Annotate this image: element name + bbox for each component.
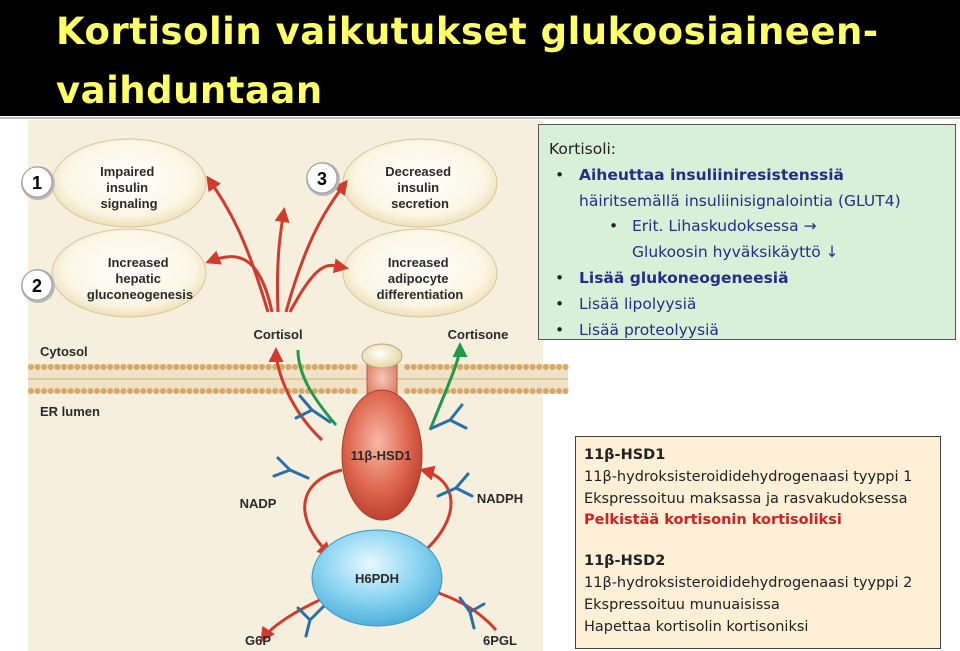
label-cytosol: Cytosol [40, 344, 88, 359]
svg-text:3: 3 [316, 169, 328, 189]
membrane-lipid-head [510, 388, 516, 394]
membrane-lipid-head [279, 388, 285, 394]
hsd2-title: 11β-HSD2 [584, 553, 666, 570]
membrane-lipid-head [127, 364, 133, 370]
membrane-lipid-head [497, 388, 503, 394]
label-g6p: G6P [244, 633, 272, 648]
membrane-lipid-head [233, 388, 239, 394]
membrane-lipid-head [431, 388, 437, 394]
title-separator [0, 117, 960, 119]
ellipse-decreased-insulin-secretion [343, 139, 497, 227]
hsd2-expression: Ekspressoituu munuaisissa [584, 596, 780, 613]
membrane-lipid-head [338, 388, 344, 394]
membrane-lipid-head [318, 388, 324, 394]
hsd1-expression: Ekspressoituu maksassa ja rasvakudoksessa [584, 490, 908, 507]
svg-text:Decreased insulin: Decreased insulin secretion [385, 164, 452, 211]
membrane-lipid-head [530, 388, 536, 394]
membrane-lipid-head [147, 388, 153, 394]
membrane-lipid-head [411, 388, 417, 394]
membrane-lipid-head [424, 364, 430, 370]
membrane-lipid-head [556, 388, 562, 394]
membrane-lipid-head [180, 364, 186, 370]
membrane-lipid-head [450, 388, 456, 394]
membrane-lipid-head [464, 388, 470, 394]
membrane-lipid-head [61, 364, 67, 370]
label-nadph: NADPH [476, 491, 524, 506]
membrane-lipid-head [424, 388, 430, 394]
membrane-lipid-head [153, 388, 159, 394]
membrane-lipid-head [107, 388, 113, 394]
membrane-lipid-head [332, 364, 338, 370]
membrane-lipid-head [81, 364, 87, 370]
membrane-lipid-head [457, 388, 463, 394]
list-item-continuation: häiritsemällä insuliinisignalointia (GLUT4) [579, 191, 901, 210]
membrane-lipid-head [28, 388, 34, 394]
membrane-lipid-head [219, 388, 225, 394]
cortisol-heading: Kortisoli: [549, 140, 617, 158]
hsd2-full-name: 11β-hydroksisteroididehydrogenaasi tyyppi 2 [584, 574, 913, 591]
membrane-lipid-head [444, 364, 450, 370]
membrane-lipid-head [417, 364, 423, 370]
membrane-lipid-head [252, 364, 258, 370]
membrane-lipid-head [345, 388, 351, 394]
membrane-lipid-head [549, 364, 555, 370]
membrane-lipid-head [120, 388, 126, 394]
membrane-lipid-head [87, 364, 93, 370]
membrane-lipid-head [332, 388, 338, 394]
membrane-lipid-head [74, 388, 80, 394]
membrane-lipid-head [233, 364, 239, 370]
membrane-lipid-head [292, 364, 298, 370]
membrane-lipid-head [48, 388, 54, 394]
title-bar [0, 0, 960, 116]
membrane-lipid-head [483, 388, 489, 394]
membrane-lipid-head [213, 364, 219, 370]
svg-text:2: 2 [31, 276, 43, 296]
membrane-lipid-head [94, 364, 100, 370]
membrane-lipid-head [153, 364, 159, 370]
h6pdh-enzyme [312, 530, 442, 626]
membrane-lipid-head [490, 364, 496, 370]
badge-1 [21, 166, 55, 200]
membrane-lipid-head [140, 364, 146, 370]
membrane-lipid-head [134, 388, 140, 394]
membrane-lipid-head [160, 364, 166, 370]
membrane-lipid-head [200, 388, 206, 394]
membrane-lipid-head [246, 364, 252, 370]
membrane-lipid-head [510, 364, 516, 370]
svg-text:Impaired insulin s: Impaired insulin signaling [100, 164, 158, 211]
membrane-lipid-head [200, 364, 206, 370]
hsd-info-box [575, 436, 941, 649]
membrane-lipid-head [160, 388, 166, 394]
membrane-lipid-head [114, 388, 120, 394]
membrane-lipid-head [345, 364, 351, 370]
membrane-lipid-head [219, 364, 225, 370]
membrane-lipid-head [28, 364, 34, 370]
membrane-lipid-head [41, 364, 47, 370]
membrane-lipid-head [173, 388, 179, 394]
membrane-lipid-head [292, 388, 298, 394]
membrane-lipid-head [259, 388, 265, 394]
membrane-lipid-head [543, 388, 549, 394]
bullet-icon: • [555, 165, 565, 184]
membrane-lipid-head [404, 388, 410, 394]
sub-list-item: • Erit. Lihaskudoksessa → [549, 214, 947, 240]
membrane-lipid-head [74, 364, 80, 370]
membrane-lipid-head [325, 364, 331, 370]
membrane-lipid-head [490, 388, 496, 394]
label-cortisol: Cortisol [253, 327, 303, 342]
svg-text:11β-HSD1: 11β-HSD1 [350, 448, 412, 463]
membrane-lipid-head [563, 364, 569, 370]
membrane-lipid-head [180, 388, 186, 394]
svg-text:H6PDH: H6PDH [354, 571, 400, 586]
membrane-lipid-head [351, 388, 357, 394]
membrane-lipid-head [457, 364, 463, 370]
membrane-lipid-head [259, 364, 265, 370]
membrane-lipid-head [404, 364, 410, 370]
membrane-lipid-head [68, 388, 74, 394]
bullet-icon: • [555, 268, 565, 287]
sub-list-item-continuation: Glukoosin hyväksikäyttö ↓ [632, 243, 839, 262]
membrane-lipid-head [87, 388, 93, 394]
list-item: • Aiheuttaa insuliiniresistenssiä [549, 163, 947, 189]
membrane-lipid-head [35, 388, 41, 394]
membrane-lipid-head [325, 388, 331, 394]
membrane-lipid-head [213, 388, 219, 394]
membrane-lipid-head [114, 364, 120, 370]
list-item: • Lisää lipolyysiä [549, 292, 947, 318]
membrane-lipid-head [477, 364, 483, 370]
membrane-lipid-head [477, 388, 483, 394]
membrane-lipid-head [186, 364, 192, 370]
membrane-lipid-head [246, 388, 252, 394]
list-item: • Lisää proteolyysiä [549, 318, 947, 344]
membrane-lipid-head [351, 364, 357, 370]
hsd1-reduction: Pelkistää kortisonin kortisoliksi [584, 512, 842, 529]
membrane-lipid-head [239, 364, 245, 370]
hsd2-oxidation: Hapettaa kortisolin kortisoniksi [584, 618, 809, 635]
membrane-lipid-head [239, 388, 245, 394]
membrane-lipid-head [318, 364, 324, 370]
membrane-lipid-head [127, 388, 133, 394]
membrane-lipid-head [338, 364, 344, 370]
membrane-lipid-head [167, 388, 173, 394]
er-membrane [28, 364, 569, 394]
membrane-lipid-head [173, 364, 179, 370]
membrane-lipid-head [61, 388, 67, 394]
membrane-lipid-head [101, 388, 107, 394]
membrane-lipid-head [272, 388, 278, 394]
membrane-lipid-head [167, 364, 173, 370]
membrane-lipid-head [266, 364, 272, 370]
membrane-lipid-head [134, 364, 140, 370]
label-nadp: NADP [239, 496, 277, 511]
membrane-lipid-head [470, 388, 476, 394]
membrane-lipid-head [35, 364, 41, 370]
membrane-lipid-head [503, 388, 509, 394]
bullet-icon: • [609, 217, 619, 236]
bullet-icon: • [555, 320, 565, 339]
ellipse-increased-adipocyte-differentiation [343, 229, 497, 317]
membrane-lipid-head [556, 364, 562, 370]
badge-2 [21, 269, 55, 303]
membrane-lipid-head [252, 388, 258, 394]
ellipse-impaired-insulin-signaling [52, 139, 206, 227]
membrane-lipid-head [417, 388, 423, 394]
membrane-lipid-head [503, 364, 509, 370]
membrane-lipid-head [94, 388, 100, 394]
ellipse-increased-hepatic-gluconeogenesis [52, 229, 206, 317]
slide-title: Kortisolin vaikutukset glukoosiaineen-vaihduntaan [56, 10, 879, 112]
membrane-lipid-head [193, 364, 199, 370]
badge-3 [306, 162, 340, 196]
membrane-lipid-head [543, 364, 549, 370]
membrane-lipid-head [206, 364, 212, 370]
label-6pgl: 6PGL [483, 633, 517, 648]
membrane-lipid-head [54, 364, 60, 370]
membrane-lipid-head [523, 388, 529, 394]
membrane-lipid-head [536, 364, 542, 370]
membrane-lipid-head [206, 388, 212, 394]
membrane-lipid-head [54, 388, 60, 394]
membrane-lipid-head [226, 364, 232, 370]
membrane-lipid-head [147, 364, 153, 370]
spacer [584, 532, 934, 551]
label-er-lumen: ER lumen [40, 404, 100, 419]
membrane-lipid-head [193, 388, 199, 394]
membrane-lipid-head [107, 364, 113, 370]
membrane-lipid-head [470, 364, 476, 370]
membrane-lipid-head [41, 388, 47, 394]
membrane-lipid-head [536, 388, 542, 394]
membrane-lipid-head [305, 364, 311, 370]
membrane-lipid-head [312, 364, 318, 370]
bullet-icon: • [555, 294, 565, 313]
membrane-lipid-head [437, 364, 443, 370]
membrane-lipid-head [431, 364, 437, 370]
membrane-lipid-head [101, 364, 107, 370]
membrane-lipid-head [563, 388, 569, 394]
membrane-lipid-head [81, 388, 87, 394]
hsd1-full-name: 11β-hydroksisteroididehydrogenaasi tyyppi 1 [584, 468, 913, 485]
svg-text:1: 1 [31, 173, 43, 193]
membrane-lipid-head [549, 388, 555, 394]
membrane-lipid-head [523, 364, 529, 370]
list-item: • Lisää glukoneogeneesiä [549, 266, 947, 292]
membrane-lipid-head [516, 364, 522, 370]
label-cortisone: Cortisone [447, 327, 509, 342]
membrane-lipid-head [68, 364, 74, 370]
membrane-lipid-head [285, 364, 291, 370]
membrane-lipid-head [299, 388, 305, 394]
membrane-lipid-head [483, 364, 489, 370]
membrane-lipid-head [226, 388, 232, 394]
membrane-lipid-head [530, 364, 536, 370]
membrane-lipid-head [48, 364, 54, 370]
membrane-lipid-head [186, 388, 192, 394]
membrane-lipid-head [266, 388, 272, 394]
membrane-lipid-head [437, 388, 443, 394]
membrane-lipid-head [140, 388, 146, 394]
hsd1-title: 11β-HSD1 [584, 447, 666, 463]
svg-text:Increased adipocyte: Increased adipocyte differentiation [376, 255, 464, 302]
cortisol-effects-box [538, 124, 956, 340]
membrane-lipid-head [411, 364, 417, 370]
svg-text:Increased hepatic: Increased hepatic gluconeogenesis [86, 255, 194, 302]
membrane-lipid-head [516, 388, 522, 394]
membrane-lipid-head [120, 364, 126, 370]
membrane-lipid-head [497, 364, 503, 370]
membrane-lipid-head [464, 364, 470, 370]
